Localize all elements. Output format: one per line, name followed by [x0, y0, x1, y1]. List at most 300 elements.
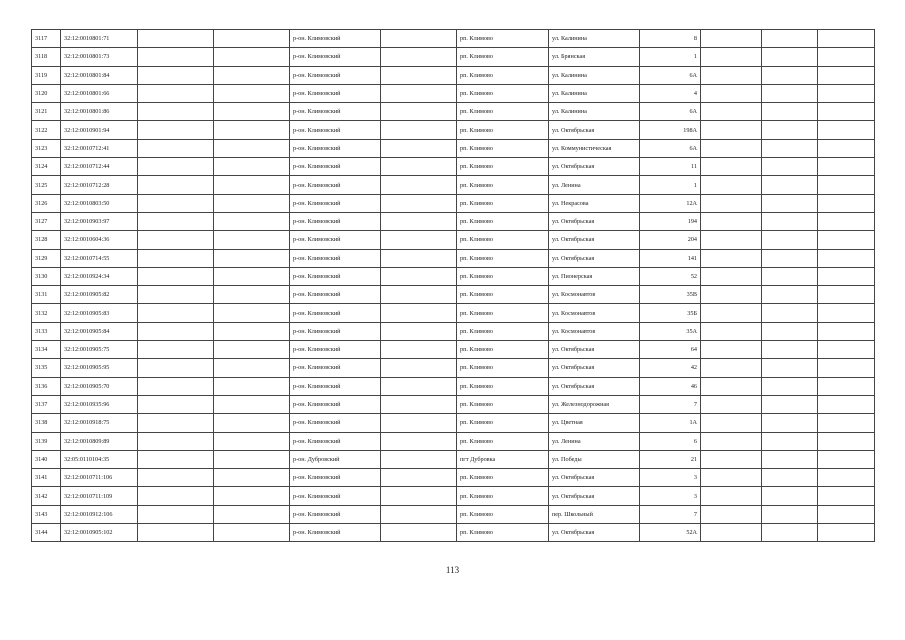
empty-cell [138, 395, 214, 413]
street-cell: ул. Октябрьская [549, 341, 640, 359]
district-cell: р-он. Климовский [290, 121, 381, 139]
cadastral-number-cell: 32:12:0010905:84 [61, 322, 138, 340]
table-row [32, 121, 875, 139]
empty-cell [381, 194, 457, 212]
empty-cell [701, 121, 762, 139]
street-cell: ул. Октябрьская [549, 212, 640, 230]
empty-cell [138, 414, 214, 432]
empty-cell [762, 395, 818, 413]
cadastral-number-cell: 32:12:0010801:84 [61, 66, 138, 84]
locality-cell: рп. Климово [457, 212, 549, 230]
row-number-cell: 3132 [32, 304, 61, 322]
row-number-cell: 3134 [32, 341, 61, 359]
street-cell: ул. Космонавтов [549, 322, 640, 340]
street-cell: ул. Цветная [549, 414, 640, 432]
locality-cell: рп. Климово [457, 84, 549, 102]
district-cell: р-он. Климовский [290, 487, 381, 505]
street-cell: ул. Победы [549, 450, 640, 468]
empty-cell [138, 249, 214, 267]
cadastral-number-cell: 32:05:0110104:35 [61, 450, 138, 468]
house-number-cell: 6А [640, 139, 701, 157]
row-number-cell: 3129 [32, 249, 61, 267]
empty-cell [214, 322, 290, 340]
row-number-cell: 3123 [32, 139, 61, 157]
street-cell: ул. Октябрьская [549, 469, 640, 487]
street-cell: ул. Октябрьская [549, 359, 640, 377]
cadastral-number-cell: 32:12:0010801:71 [61, 30, 138, 48]
cadastral-number-cell: 32:12:0010905:83 [61, 304, 138, 322]
empty-cell [214, 432, 290, 450]
cadastral-number-cell: 32:12:0010801:66 [61, 84, 138, 102]
street-cell: ул. Октябрьская [549, 249, 640, 267]
table-row [32, 84, 875, 102]
empty-cell [818, 267, 875, 285]
row-number-cell: 3131 [32, 286, 61, 304]
street-cell: ул. Космонавтов [549, 286, 640, 304]
cadastral-number-cell: 32:12:0010905:75 [61, 341, 138, 359]
house-number-cell: 52 [640, 267, 701, 285]
empty-cell [762, 249, 818, 267]
district-cell: р-он. Климовский [290, 341, 381, 359]
street-cell: ул. Октябрьская [549, 121, 640, 139]
row-number-cell: 3125 [32, 176, 61, 194]
empty-cell [214, 267, 290, 285]
locality-cell: рп. Климово [457, 505, 549, 523]
house-number-cell: 6А [640, 66, 701, 84]
cadastral-number-cell: 32:12:0010712:28 [61, 176, 138, 194]
empty-cell [381, 158, 457, 176]
empty-cell [138, 121, 214, 139]
empty-cell [818, 158, 875, 176]
empty-cell [762, 194, 818, 212]
table-row [32, 30, 875, 48]
row-number-cell: 3124 [32, 158, 61, 176]
house-number-cell: 7 [640, 505, 701, 523]
locality-cell: рп. Климово [457, 103, 549, 121]
empty-cell [701, 377, 762, 395]
row-number-cell: 3133 [32, 322, 61, 340]
empty-cell [701, 212, 762, 230]
table-row [32, 176, 875, 194]
empty-cell [762, 469, 818, 487]
empty-cell [381, 66, 457, 84]
district-cell: р-он. Климовский [290, 158, 381, 176]
empty-cell [818, 359, 875, 377]
street-cell: ул. Ленина [549, 176, 640, 194]
empty-cell [381, 30, 457, 48]
house-number-cell: 7 [640, 395, 701, 413]
table-row [32, 139, 875, 157]
table-row [32, 322, 875, 340]
empty-cell [701, 341, 762, 359]
empty-cell [381, 450, 457, 468]
empty-cell [138, 194, 214, 212]
row-number-cell: 3122 [32, 121, 61, 139]
empty-cell [818, 450, 875, 468]
empty-cell [214, 30, 290, 48]
table-row [32, 432, 875, 450]
locality-cell: рп. Климово [457, 286, 549, 304]
empty-cell [138, 322, 214, 340]
house-number-cell: 141 [640, 249, 701, 267]
cadastral-number-cell: 32:12:0010712:41 [61, 139, 138, 157]
street-cell: ул. Октябрьская [549, 158, 640, 176]
empty-cell [138, 524, 214, 542]
house-number-cell: 8 [640, 30, 701, 48]
empty-cell [818, 487, 875, 505]
empty-cell [381, 139, 457, 157]
locality-cell: рп. Климово [457, 231, 549, 249]
row-number-cell: 3119 [32, 66, 61, 84]
street-cell: ул. Некрасова [549, 194, 640, 212]
cadastral-number-cell: 32:12:0010903:97 [61, 212, 138, 230]
street-cell: ул. Коммунистическая [549, 139, 640, 157]
cadastral-number-cell: 32:12:0010901:94 [61, 121, 138, 139]
row-number-cell: 3126 [32, 194, 61, 212]
district-cell: р-он. Климовский [290, 48, 381, 66]
table-row [32, 469, 875, 487]
empty-cell [381, 304, 457, 322]
empty-cell [762, 48, 818, 66]
empty-cell [214, 359, 290, 377]
empty-cell [701, 322, 762, 340]
empty-cell [701, 158, 762, 176]
table-row [32, 395, 875, 413]
district-cell: р-он. Климовский [290, 194, 381, 212]
street-cell: пер. Школьный [549, 505, 640, 523]
row-number-cell: 3142 [32, 487, 61, 505]
cadastral-number-cell: 32:12:0010912:106 [61, 505, 138, 523]
empty-cell [701, 66, 762, 84]
street-cell: ул. Ленина [549, 432, 640, 450]
street-cell: ул. Калинина [549, 30, 640, 48]
empty-cell [701, 249, 762, 267]
empty-cell [762, 176, 818, 194]
empty-cell [138, 48, 214, 66]
row-number-cell: 3138 [32, 414, 61, 432]
empty-cell [762, 267, 818, 285]
empty-cell [701, 395, 762, 413]
empty-cell [214, 139, 290, 157]
empty-cell [381, 395, 457, 413]
empty-cell [818, 469, 875, 487]
cadastral-number-cell: 32:12:0010604:36 [61, 231, 138, 249]
empty-cell [381, 505, 457, 523]
district-cell: р-он. Дубровский [290, 450, 381, 468]
empty-cell [381, 487, 457, 505]
empty-cell [818, 139, 875, 157]
empty-cell [762, 212, 818, 230]
locality-cell: пгт Дубровка [457, 450, 549, 468]
empty-cell [762, 341, 818, 359]
row-number-cell: 3128 [32, 231, 61, 249]
table-row [32, 359, 875, 377]
empty-cell [381, 322, 457, 340]
locality-cell: рп. Климово [457, 194, 549, 212]
empty-cell [214, 176, 290, 194]
row-number-cell: 3141 [32, 469, 61, 487]
district-cell: р-он. Климовский [290, 469, 381, 487]
row-number-cell: 3144 [32, 524, 61, 542]
empty-cell [214, 66, 290, 84]
district-cell: р-он. Климовский [290, 249, 381, 267]
empty-cell [381, 469, 457, 487]
cadastral-number-cell: 32:12:0010801:86 [61, 103, 138, 121]
empty-cell [214, 103, 290, 121]
house-number-cell: 198А [640, 121, 701, 139]
empty-cell [701, 505, 762, 523]
empty-cell [762, 158, 818, 176]
empty-cell [762, 66, 818, 84]
row-number-cell: 3130 [32, 267, 61, 285]
empty-cell [762, 121, 818, 139]
locality-cell: рп. Климово [457, 66, 549, 84]
empty-cell [701, 267, 762, 285]
empty-cell [214, 158, 290, 176]
street-cell: ул. Октябрьская [549, 524, 640, 542]
empty-cell [138, 359, 214, 377]
registry-table [31, 29, 875, 542]
empty-cell [818, 30, 875, 48]
empty-cell [214, 48, 290, 66]
cadastral-number-cell: 32:12:0010905:82 [61, 286, 138, 304]
house-number-cell: 12А [640, 194, 701, 212]
empty-cell [818, 341, 875, 359]
cadastral-number-cell: 32:12:0010714:55 [61, 249, 138, 267]
empty-cell [138, 377, 214, 395]
empty-cell [701, 231, 762, 249]
house-number-cell: 35В [640, 286, 701, 304]
table-row [32, 231, 875, 249]
empty-cell [701, 414, 762, 432]
house-number-cell: 11 [640, 158, 701, 176]
cadastral-number-cell: 32:12:0010905:102 [61, 524, 138, 542]
empty-cell [818, 395, 875, 413]
table-row [32, 505, 875, 523]
street-cell: ул. Калинина [549, 84, 640, 102]
table-row [32, 341, 875, 359]
district-cell: р-он. Климовский [290, 84, 381, 102]
empty-cell [214, 377, 290, 395]
empty-cell [138, 432, 214, 450]
empty-cell [214, 286, 290, 304]
empty-cell [381, 341, 457, 359]
district-cell: р-он. Климовский [290, 286, 381, 304]
empty-cell [138, 304, 214, 322]
empty-cell [701, 48, 762, 66]
empty-cell [214, 469, 290, 487]
empty-cell [818, 524, 875, 542]
district-cell: р-он. Климовский [290, 267, 381, 285]
house-number-cell: 3 [640, 487, 701, 505]
empty-cell [138, 158, 214, 176]
empty-cell [701, 84, 762, 102]
empty-cell [381, 524, 457, 542]
table-row [32, 304, 875, 322]
empty-cell [138, 505, 214, 523]
cadastral-number-cell: 32:12:0010801:73 [61, 48, 138, 66]
row-number-cell: 3140 [32, 450, 61, 468]
street-cell: ул. Пионерская [549, 267, 640, 285]
empty-cell [214, 450, 290, 468]
empty-cell [701, 176, 762, 194]
empty-cell [762, 84, 818, 102]
empty-cell [381, 176, 457, 194]
row-number-cell: 3127 [32, 212, 61, 230]
empty-cell [381, 103, 457, 121]
empty-cell [381, 414, 457, 432]
empty-cell [214, 304, 290, 322]
empty-cell [214, 414, 290, 432]
empty-cell [818, 103, 875, 121]
cadastral-number-cell: 32:12:0010918:75 [61, 414, 138, 432]
row-number-cell: 3136 [32, 377, 61, 395]
house-number-cell: 42 [640, 359, 701, 377]
row-number-cell: 3143 [32, 505, 61, 523]
house-number-cell: 1А [640, 414, 701, 432]
empty-cell [818, 231, 875, 249]
cadastral-number-cell: 32:12:0010712:44 [61, 158, 138, 176]
row-number-cell: 3135 [32, 359, 61, 377]
empty-cell [381, 48, 457, 66]
house-number-cell: 35А [640, 322, 701, 340]
locality-cell: рп. Климово [457, 249, 549, 267]
locality-cell: рп. Климово [457, 48, 549, 66]
district-cell: р-он. Климовский [290, 524, 381, 542]
registry-body [32, 30, 875, 542]
empty-cell [701, 469, 762, 487]
table-row [32, 194, 875, 212]
district-cell: р-он. Климовский [290, 139, 381, 157]
table-row [32, 286, 875, 304]
empty-cell [381, 212, 457, 230]
empty-cell [818, 84, 875, 102]
district-cell: р-он. Климовский [290, 359, 381, 377]
empty-cell [762, 450, 818, 468]
empty-cell [138, 30, 214, 48]
empty-cell [138, 487, 214, 505]
locality-cell: рп. Климово [457, 304, 549, 322]
row-number-cell: 3139 [32, 432, 61, 450]
empty-cell [818, 121, 875, 139]
empty-cell [762, 377, 818, 395]
row-number-cell: 3121 [32, 103, 61, 121]
empty-cell [138, 469, 214, 487]
house-number-cell: 6 [640, 432, 701, 450]
empty-cell [214, 84, 290, 102]
empty-cell [214, 212, 290, 230]
locality-cell: рп. Климово [457, 377, 549, 395]
empty-cell [818, 322, 875, 340]
empty-cell [818, 66, 875, 84]
street-cell: ул. Космонавтов [549, 304, 640, 322]
empty-cell [701, 194, 762, 212]
district-cell: р-он. Климовский [290, 66, 381, 84]
district-cell: р-он. Климовский [290, 212, 381, 230]
locality-cell: рп. Климово [457, 432, 549, 450]
table-row [32, 158, 875, 176]
locality-cell: рп. Климово [457, 267, 549, 285]
empty-cell [138, 139, 214, 157]
empty-cell [701, 432, 762, 450]
locality-cell: рп. Климово [457, 359, 549, 377]
district-cell: р-он. Климовский [290, 505, 381, 523]
locality-cell: рп. Климово [457, 487, 549, 505]
empty-cell [701, 139, 762, 157]
empty-cell [701, 304, 762, 322]
house-number-cell: 46 [640, 377, 701, 395]
cadastral-number-cell: 32:12:0010924:34 [61, 267, 138, 285]
empty-cell [762, 322, 818, 340]
empty-cell [762, 103, 818, 121]
locality-cell: рп. Климово [457, 469, 549, 487]
empty-cell [214, 487, 290, 505]
table-row [32, 249, 875, 267]
empty-cell [762, 487, 818, 505]
district-cell: р-он. Климовский [290, 395, 381, 413]
district-cell: р-он. Климовский [290, 103, 381, 121]
empty-cell [381, 84, 457, 102]
empty-cell [818, 176, 875, 194]
empty-cell [762, 30, 818, 48]
empty-cell [762, 304, 818, 322]
empty-cell [138, 84, 214, 102]
district-cell: р-он. Климовский [290, 322, 381, 340]
table-row [32, 524, 875, 542]
empty-cell [701, 524, 762, 542]
empty-cell [138, 212, 214, 230]
empty-cell [138, 66, 214, 84]
locality-cell: рп. Климово [457, 341, 549, 359]
cadastral-number-cell: 32:12:0010905:95 [61, 359, 138, 377]
empty-cell [701, 30, 762, 48]
empty-cell [381, 121, 457, 139]
empty-cell [214, 194, 290, 212]
empty-cell [214, 524, 290, 542]
empty-cell [762, 414, 818, 432]
locality-cell: рп. Климово [457, 414, 549, 432]
empty-cell [381, 286, 457, 304]
district-cell: р-он. Климовский [290, 231, 381, 249]
table-row [32, 267, 875, 285]
cadastral-number-cell: 32:12:0010935:96 [61, 395, 138, 413]
house-number-cell: 204 [640, 231, 701, 249]
table-row [32, 450, 875, 468]
empty-cell [214, 249, 290, 267]
empty-cell [818, 212, 875, 230]
house-number-cell: 3 [640, 469, 701, 487]
empty-cell [701, 359, 762, 377]
empty-cell [214, 121, 290, 139]
page-number: 113 [445, 565, 460, 575]
cadastral-number-cell: 32:12:0010711:109 [61, 487, 138, 505]
street-cell: ул. Калинина [549, 66, 640, 84]
empty-cell [138, 231, 214, 249]
cadastral-number-cell: 32:12:0010803:50 [61, 194, 138, 212]
empty-cell [818, 194, 875, 212]
district-cell: р-он. Климовский [290, 304, 381, 322]
empty-cell [381, 267, 457, 285]
empty-cell [762, 505, 818, 523]
empty-cell [138, 450, 214, 468]
district-cell: р-он. Климовский [290, 414, 381, 432]
row-number-cell: 3137 [32, 395, 61, 413]
table-row [32, 48, 875, 66]
empty-cell [818, 304, 875, 322]
empty-cell [762, 231, 818, 249]
empty-cell [818, 505, 875, 523]
empty-cell [818, 286, 875, 304]
